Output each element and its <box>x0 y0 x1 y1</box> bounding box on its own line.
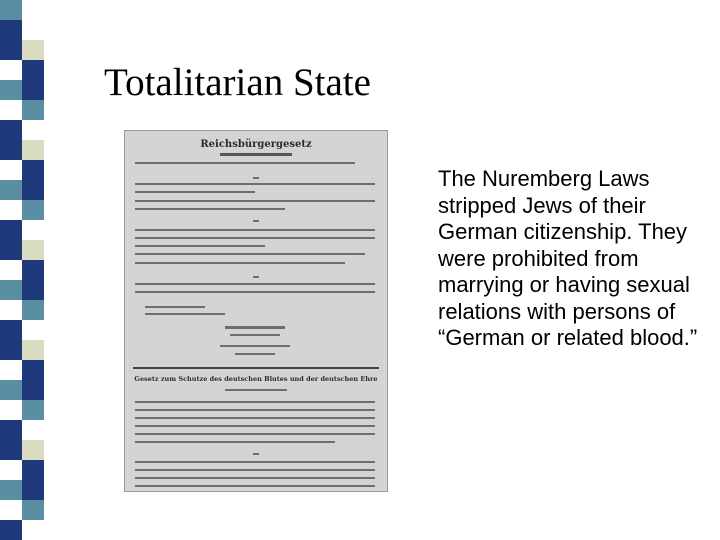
stripe-block <box>22 0 44 20</box>
stripe-block <box>22 340 44 360</box>
document-heading: Reichsbürgergesetz <box>200 139 312 150</box>
stripe-block <box>22 20 44 40</box>
stripe-block <box>22 80 44 100</box>
stripe-block <box>0 220 22 240</box>
stripe-block <box>0 280 22 300</box>
stripe-block <box>22 400 44 420</box>
stripe-block <box>0 300 22 320</box>
stripe-block <box>22 180 44 200</box>
slide-title: Totalitarian State <box>104 61 371 104</box>
stripe-block <box>0 60 22 80</box>
stripe-block <box>22 40 44 60</box>
stripe-block <box>0 340 22 360</box>
stripe-block <box>22 240 44 260</box>
stripe-block <box>0 80 22 100</box>
stripe-block <box>22 500 44 520</box>
stripe-block <box>22 440 44 460</box>
document-second-heading: Gesetz zum Schutze des deutschen Blutes und der deutschen Ehre <box>134 375 378 383</box>
stripe-block <box>22 520 44 540</box>
stripe-block <box>0 20 22 40</box>
nuremberg-laws-document-image <box>124 130 388 492</box>
stripe-block <box>22 140 44 160</box>
stripe-block <box>22 60 44 80</box>
stripe-block <box>0 260 22 280</box>
stripe-block <box>0 200 22 220</box>
stripe-block <box>0 520 22 540</box>
stripe-block <box>22 280 44 300</box>
stripe-block <box>0 400 22 420</box>
stripe-block <box>22 480 44 500</box>
stripe-block <box>22 320 44 340</box>
stripe-block <box>0 240 22 260</box>
stripe-block <box>0 500 22 520</box>
stripe-block <box>22 220 44 240</box>
stripe-block <box>0 160 22 180</box>
stripe-block <box>22 100 44 120</box>
stripe-block <box>22 380 44 400</box>
stripe-block <box>0 420 22 440</box>
stripe-block <box>22 160 44 180</box>
stripe-block <box>0 100 22 120</box>
stripe-block <box>22 360 44 380</box>
stripe-block <box>22 260 44 280</box>
stripe-block <box>0 360 22 380</box>
stripe-block <box>0 480 22 500</box>
slide-body-text: The Nuremberg Laws stripped Jews of their German citizenship. They were prohibited from marrying or having sexual relations with persons of “German or related blood.” <box>438 166 698 350</box>
stripe-block <box>22 120 44 140</box>
stripe-block <box>0 460 22 480</box>
stripe-block <box>0 0 22 20</box>
stripe-block <box>22 200 44 220</box>
stripe-block <box>0 440 22 460</box>
stripe-block <box>22 420 44 440</box>
stripe-block <box>0 380 22 400</box>
decorative-stripe <box>0 0 66 540</box>
stripe-block <box>0 40 22 60</box>
stripe-block <box>0 320 22 340</box>
stripe-block <box>0 120 22 140</box>
stripe-block <box>22 300 44 320</box>
stripe-block <box>0 140 22 160</box>
stripe-block <box>0 180 22 200</box>
stripe-block <box>22 460 44 480</box>
